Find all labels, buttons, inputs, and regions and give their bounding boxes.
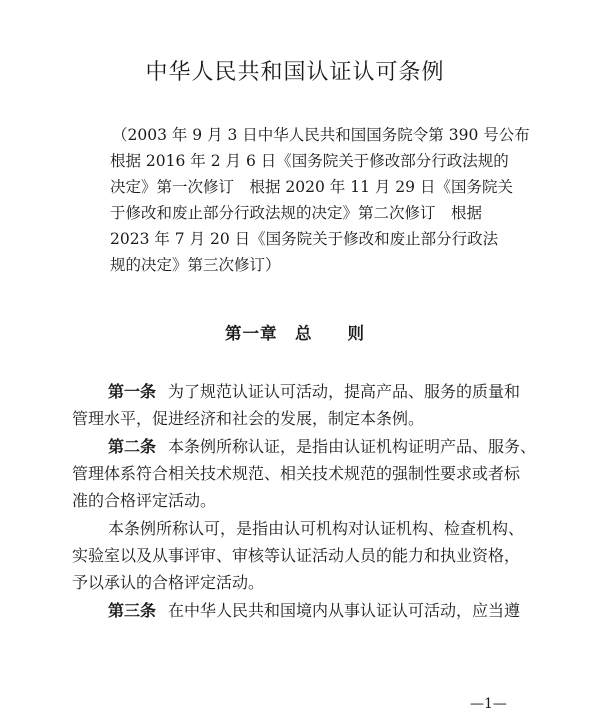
article-line bbox=[72, 378, 532, 405]
revision-history-line: 2023 年 7 月 20 日《国务院关于修改和废止部分行政法 bbox=[110, 230, 499, 248]
article-2 bbox=[72, 433, 537, 514]
document-title: 中华人民共和国认证认可条例 bbox=[145, 60, 445, 85]
document-body bbox=[72, 378, 537, 625]
article-label: 第一条 bbox=[108, 382, 157, 401]
article-text: 在中华人民共和国境内从事认证认可活动，应当遵 bbox=[168, 601, 521, 620]
article-line: 管理水平，促进经济和社会的发展，制定本条例。 bbox=[72, 409, 425, 428]
article-line: 予以承认的合格评定活动。 bbox=[72, 573, 265, 592]
revision-history-line: 规的决定》第三次修订） bbox=[110, 256, 281, 274]
article-text: 为了规范认证认可活动，提高产品、服务的质量和 bbox=[168, 382, 521, 401]
article-text: 本条例所称认证，是指由认证机构证明产品、服务、 bbox=[168, 437, 537, 456]
article-label: 第三条 bbox=[108, 601, 157, 620]
article-2-paragraph-2 bbox=[72, 515, 532, 596]
article-line: 实验室以及从事评审、审核等认证活动人员的能力和执业资格， bbox=[72, 546, 521, 565]
article-1 bbox=[72, 378, 532, 432]
revision-history bbox=[110, 122, 530, 278]
article-3 bbox=[72, 597, 532, 624]
article-label: 第二条 bbox=[108, 437, 157, 456]
revision-history-line: 根据 2016 年 2 月 6 日《国务院关于修改部分行政法规的 bbox=[110, 152, 509, 170]
chapter-heading: 第一章 总 则 bbox=[225, 324, 365, 343]
revision-history-line: 于修改和废止部分行政法规的决定》第二次修订 根据 bbox=[110, 204, 483, 222]
article-line bbox=[72, 433, 537, 460]
article-line bbox=[72, 597, 532, 624]
article-line: 准的合格评定活动。 bbox=[72, 491, 217, 510]
article-line: 本条例所称认可，是指由认可机构对认证机构、检查机构、 bbox=[108, 519, 525, 538]
revision-history-line: （2003 年 9 月 3 日中华人民共和国国务院令第 390 号公布 bbox=[112, 126, 530, 144]
revision-history-line: 决定》第一次修订 根据 2020 年 11 月 29 日《国务院关 bbox=[110, 178, 513, 196]
article-line: 管理体系符合相关技术规范、相关技术规范的强制性要求或者标 bbox=[72, 464, 521, 483]
page-number: —1— bbox=[470, 696, 507, 712]
